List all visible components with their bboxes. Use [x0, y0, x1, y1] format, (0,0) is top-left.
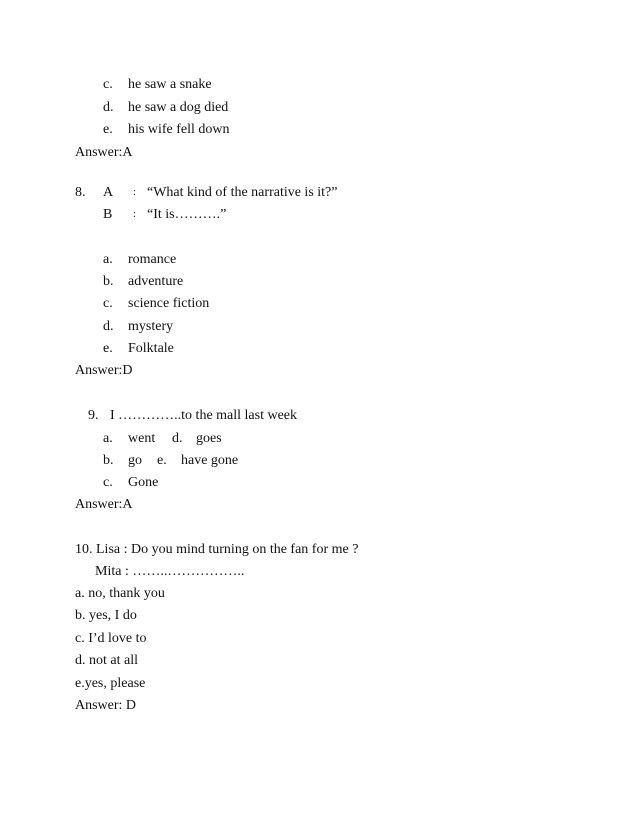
- option-text: adventure: [128, 274, 184, 289]
- option-text: mystery: [128, 319, 174, 334]
- option-letter: d.: [172, 431, 183, 446]
- option-letter: a.: [103, 431, 113, 446]
- option-b: b. yes, I do: [75, 608, 137, 623]
- option-letter: b.: [103, 274, 114, 289]
- question-stem: 10. Lisa : Do you mind turning on the fan for me ?: [75, 542, 359, 557]
- option-text: went: [128, 431, 156, 446]
- question-stem: I …………..to the mall last week: [110, 408, 298, 423]
- option-e: e.yes, please: [75, 676, 146, 691]
- q10-answer: Answer: D: [75, 698, 137, 713]
- option-letter: d.: [103, 319, 114, 334]
- dialogue-mita: Mita : ……..……………..: [95, 564, 245, 579]
- option-letter: c.: [103, 475, 113, 490]
- option-text: have gone: [181, 453, 239, 468]
- option-text: he saw a snake: [128, 77, 212, 92]
- option-letter: a.: [103, 252, 113, 267]
- option-text: romance: [128, 252, 177, 267]
- option-letter: b.: [103, 453, 114, 468]
- option-letter: e.: [103, 122, 113, 137]
- option-a: a. no, thank you: [75, 586, 165, 601]
- option-letter: d.: [103, 100, 114, 115]
- speaker-a: A: [103, 185, 114, 200]
- question-number: 8.: [75, 185, 86, 200]
- speaker-b: B: [103, 207, 113, 222]
- option-d: d. not at all: [75, 653, 138, 668]
- option-text: science fiction: [128, 296, 210, 311]
- option-letter: c.: [103, 77, 113, 92]
- option-letter: e.: [157, 453, 167, 468]
- question-number: 9.: [88, 408, 99, 423]
- option-text: Gone: [128, 475, 159, 490]
- colon: :: [133, 209, 136, 220]
- option-text: goes: [196, 431, 222, 446]
- dialogue-a: “What kind of the narrative is it?”: [147, 185, 338, 200]
- option-text: he saw a dog died: [128, 100, 229, 115]
- option-letter: c.: [103, 296, 113, 311]
- q7-answer: Answer:A: [75, 145, 133, 160]
- q9-answer: Answer:A: [75, 497, 133, 512]
- q8-answer: Answer:D: [75, 363, 133, 378]
- option-c: c. I’d love to: [75, 631, 147, 646]
- colon: :: [133, 187, 136, 198]
- option-text: go: [128, 453, 142, 468]
- option-letter: e.: [103, 341, 113, 356]
- option-text: Folktale: [128, 341, 174, 356]
- option-text: his wife fell down: [128, 122, 230, 137]
- dialogue-b: “It is……….”: [147, 207, 227, 222]
